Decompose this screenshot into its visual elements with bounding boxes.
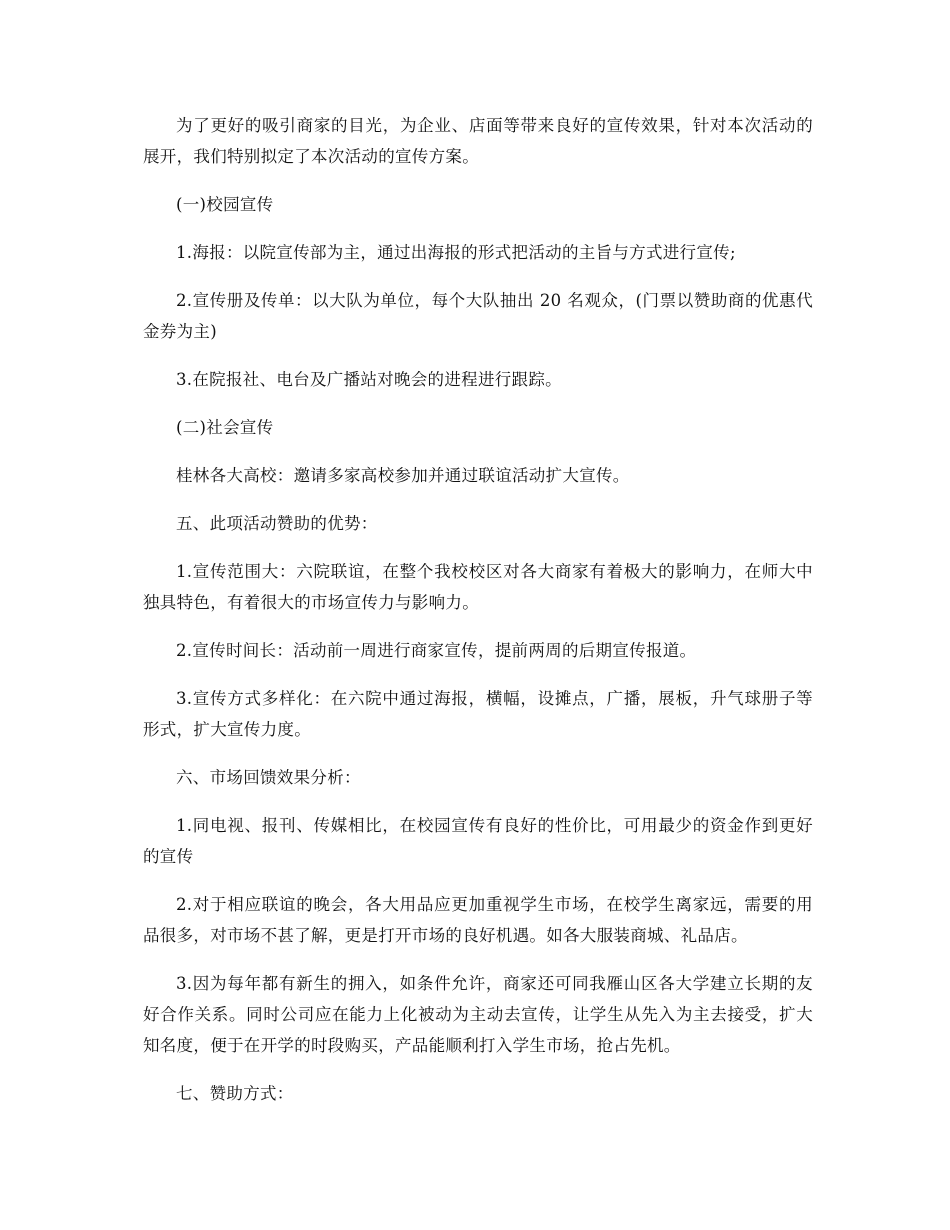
section-heading-sponsorship: 七、赞助方式： <box>176 1084 294 1103</box>
feedback-item-partnership: 3.因为每年都有新生的拥入，如条件允许，商家还可同我雁山区各大学建立长期的友好合作关系。同时公司应在能力上化被动为主动去宣传，让学生从先入为主去接受，扩大知名度，便于在开学的时段购买，产品能顺利打入学生市场，抢占先机。 <box>143 974 813 1055</box>
document-body <box>143 110 813 1109</box>
section-heading-social-promotion: (二)社会宣传 <box>176 418 274 437</box>
section-heading-feedback: 六、市场回馈效果分析： <box>176 768 361 787</box>
section-heading-campus-promotion: (一)校园宣传 <box>176 195 274 214</box>
intro-paragraph: 为了更好的吸引商家的目光，为企业、店面等带来良好的宣传效果，针对本次活动的展开，我们特别拟定了本次活动的宣传方案。 <box>143 116 813 166</box>
list-item-brochure: 2.宣传册及传单：以大队为单位，每个大队抽出 20 名观众，(门票以赞助商的优惠代金券为主) <box>143 291 813 341</box>
advantage-item-duration: 2.宣传时间长：活动前一周进行商家宣传，提前两周的后期宣传报道。 <box>176 641 697 660</box>
feedback-item-market: 2.对于相应联谊的晚会，各大用品应更加重视学生市场，在校学生离家远，需要的用品很多，对市场不甚了解，更是打开市场的良好机遇。如各大服装商城、礼品店。 <box>143 895 813 945</box>
social-promotion-paragraph: 桂林各大高校：邀请多家高校参加并通过联谊活动扩大宣传。 <box>176 466 630 485</box>
advantage-item-range: 1.宣传范围大：六院联谊，在整个我校校区对各大商家有着极大的影响力，在师大中独具特色，有着很大的市场宣传力与影响力。 <box>143 562 813 612</box>
advantage-item-methods: 3.宣传方式多样化：在六院中通过海报，横幅，设摊点，广播，展板，升气球册子等形式，扩大宣传力度。 <box>143 689 813 739</box>
list-item-tracking: 3.在院报社、电台及广播站对晚会的进程进行跟踪。 <box>176 370 562 389</box>
section-heading-advantages: 五、此项活动赞助的优势： <box>176 514 378 533</box>
feedback-item-cost: 1.同电视、报刊、传媒相比，在校园宣传有良好的性价比，可用最少的资金作到更好的宣传 <box>143 816 813 866</box>
list-item-poster: 1.海报：以院宣传部为主，通过出海报的形式把活动的主旨与方式进行宣传; <box>176 243 736 262</box>
